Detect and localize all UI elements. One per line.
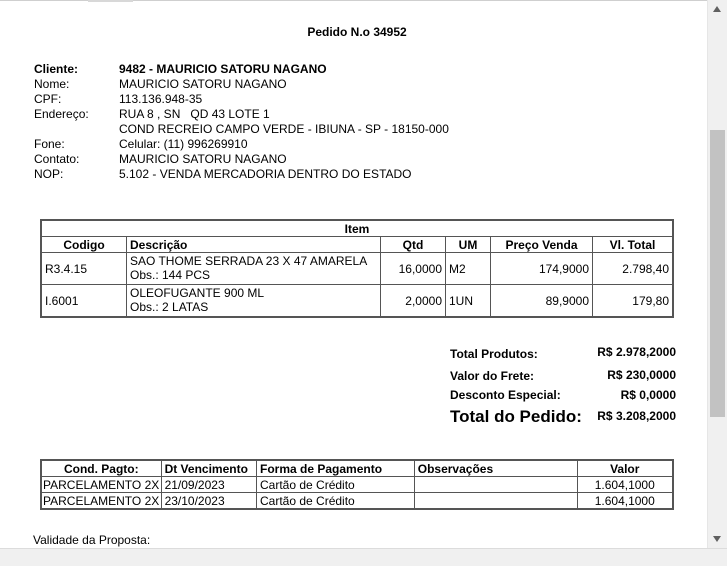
total-pedido-row [450,406,676,430]
pay-vencimento: 21/09/2023 [161,477,256,493]
pay-forma: Cartão de Crédito [257,493,415,510]
table-row [41,253,673,285]
col-total: Vl. Total [593,237,674,253]
address-value: RUA 8 , SN QD 43 LOTE 1 [119,107,270,121]
totals-block [450,345,676,430]
client-label: Cliente: [34,62,79,76]
pay-obs [414,493,577,510]
item-obs: Obs.: 2 LATAS [130,300,209,314]
item-descricao-cell [127,285,381,318]
scroll-up-arrow-icon[interactable] [713,6,721,12]
col-preco: Preço Venda [491,237,593,253]
item-um: 1UN [446,285,491,318]
col-observacoes: Observações [414,460,577,477]
item-preco: 89,9000 [491,285,593,318]
scroll-down-arrow-icon[interactable] [713,536,721,542]
desconto-row [450,386,676,406]
items-header-row [41,220,673,237]
col-valor: Valor [577,460,673,477]
contact-label: Contato: [34,152,80,166]
item-descricao: OLEOFUGANTE 900 ML [130,286,265,300]
validade-label: Validade da Proposta: [33,533,151,547]
col-descricao: Descrição [127,237,381,253]
col-forma: Forma de Pagamento [257,460,415,477]
table-row [41,285,673,318]
phone-value: Celular: (11) 996269910 [119,137,248,151]
pay-vencimento: 23/10/2023 [161,493,256,510]
payment-header-row [41,460,673,477]
client-value: 9482 - MAURICIO SATORU NAGANO [119,62,327,76]
items-columns-row [41,237,673,253]
horizontal-scrollbar-track [0,548,727,566]
col-cond-pagto: Cond. Pagto: [41,460,161,477]
pay-valor: 1.604,1000 [577,477,673,493]
address-value-2: COND RECREIO CAMPO VERDE - IBIUNA - SP - 18150-000 [119,122,449,136]
address-label: Endereço: [34,107,89,121]
order-title: Pedido N.o 34952 [307,25,407,39]
total-produtos-value: R$ 2.978,2000 [597,345,676,359]
frete-label: Valor do Frete: [450,369,535,383]
item-total: 2.798,40 [593,253,674,285]
col-codigo: Codigo [41,237,127,253]
item-obs: Obs.: 144 PCS [130,268,211,282]
item-preco: 174,9000 [491,253,593,285]
scrollbar-thumb[interactable] [710,130,725,417]
item-um: M2 [446,253,491,285]
frete-row [450,366,676,386]
pay-obs [414,477,577,493]
items-table [40,219,674,318]
cpf-value: 113.136.948-35 [119,92,203,106]
nop-value: 5.102 - VENDA MERCADORIA DENTRO DO ESTADO [119,167,412,181]
desconto-label: Desconto Especial: [450,388,561,402]
phone-label: Fone: [34,137,65,151]
table-row [41,477,673,493]
contact-value: MAURICIO SATORU NAGANO [119,152,287,166]
item-descricao-cell [127,253,381,285]
total-produtos-row [450,345,676,366]
table-row [41,493,673,510]
item-total: 179,80 [593,285,674,318]
pay-forma: Cartão de Crédito [257,477,415,493]
col-vencimento: Dt Vencimento [161,460,256,477]
name-value: MAURICIO SATORU NAGANO [119,77,287,91]
item-codigo: I.6001 [41,285,127,318]
vertical-scrollbar[interactable] [707,0,727,548]
col-um: UM [446,237,491,253]
nop-label: NOP: [34,167,64,181]
desconto-value: R$ 0,0000 [620,388,676,402]
item-qtd: 16,0000 [381,253,446,285]
payment-table [40,459,674,510]
pay-valor: 1.604,1000 [577,493,673,510]
items-header: Item [41,220,673,237]
name-label: Nome: [34,77,70,91]
total-produtos-label: Total Produtos: [450,347,538,361]
pay-cond: PARCELAMENTO 2X [43,493,160,508]
total-pedido-value: R$ 3.208,2000 [597,409,676,423]
frete-value: R$ 230,0000 [607,368,676,382]
item-qtd: 2,0000 [381,285,446,318]
pay-cond: PARCELAMENTO 2X [43,477,160,492]
item-codigo: R3.4.15 [41,253,127,285]
total-pedido-label: Total do Pedido: [450,407,582,426]
cpf-label: CPF: [34,92,62,106]
col-qtd: Qtd [381,237,446,253]
item-descricao: SAO THOME SERRADA 23 X 47 AMARELA [130,254,368,268]
